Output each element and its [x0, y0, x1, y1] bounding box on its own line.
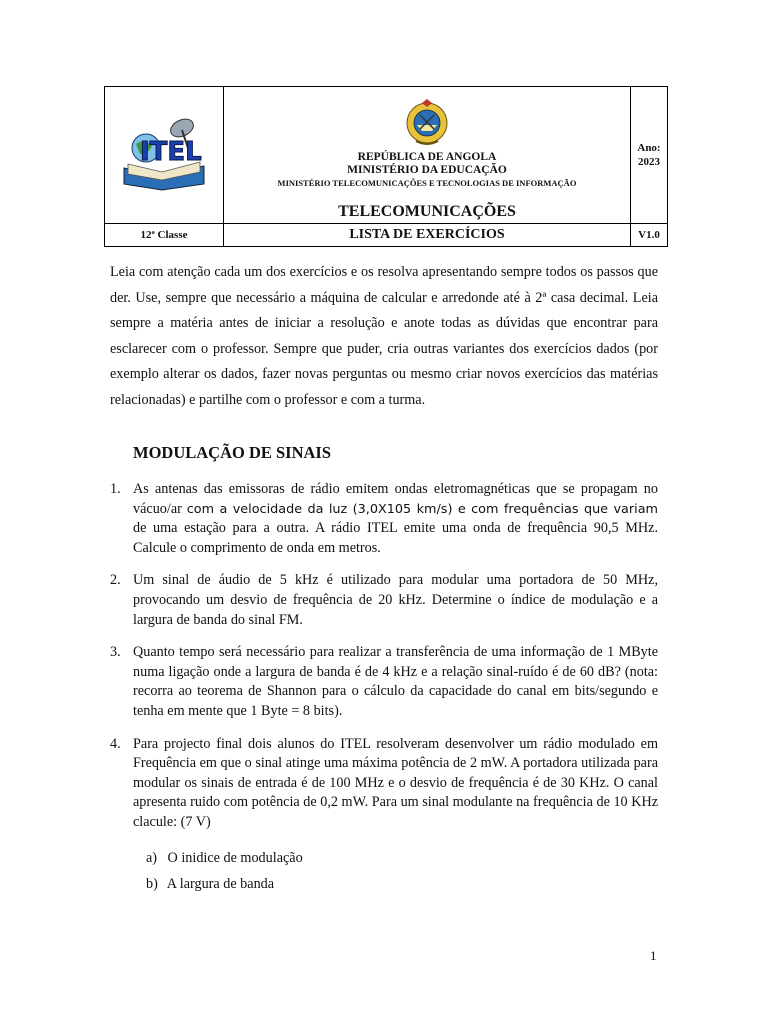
page-number: 1: [650, 948, 657, 963]
logo-cell: [105, 87, 224, 224]
sub-question-letter: a): [146, 850, 158, 866]
sub-question-list: [146, 846, 303, 897]
year-label: Ano:: [637, 142, 661, 154]
exercise-text: As antenas das emissoras de rádio emitem ondas eletromagnéticas que se propagam no vácuo/ar: [133, 481, 658, 517]
ministry-telecom-line: MINISTÉRIO TELECOMUNICAÇÕES E TECNOLOGIAS DE INFORMAÇÃO: [277, 178, 577, 188]
sub-question: [146, 872, 303, 898]
itel-logo: [118, 114, 210, 192]
exercise-list: [110, 480, 658, 833]
sub-question-text: A largura de banda: [166, 875, 275, 892]
exercise-number: 3.: [110, 644, 121, 661]
exercise-item: [110, 643, 658, 721]
exercise-item: [110, 735, 658, 833]
exercise-item: [110, 480, 658, 558]
intro-paragraph: Leia com atenção cada um dos exercícios e os resolva apresentando sempre todos os passos que der. Use, sempre que necessário a máquina de calcular e arredonde até à 2ª casa decimal. Leia sempre a matéria antes de iniciar a resolução e anote todas as dúvidas que encontrar para esclarecer com o professor. Sempre que puder, cria outras variantes dos exercícios dados (por exemplo alterar os dados, fazer novas perguntas ou mesmo criar novos exercícios das matérias relacionadas) e partilhe com o professor e com a turma.: [110, 264, 658, 408]
exercise-text: de uma estação para a outra. A rádio ITEL emite uma onda de frequência 90,5 MHz. Calcule o comprimento de onda em metros.: [133, 520, 658, 556]
year-value: 2023: [638, 156, 660, 168]
sub-question: [146, 846, 303, 872]
doc-title: LISTA DE EXERCÍCIOS: [224, 224, 631, 247]
exercise-text: Quanto tempo será necessário para realizar a transferência de uma informação de 1 MByte numa ligação onde a largura de banda é de 4 kHz e a relação sinal-ruído é de 60 dB? (nota: recorra ao teorema de Shannon para o cálculo da capacidade do canal em bits/segundo e tenha em mente que 1 Byte = 8 bits).: [133, 644, 658, 719]
exercise-number: 1.: [110, 481, 121, 497]
header-table: [104, 86, 668, 247]
header-center-cell: [224, 87, 631, 224]
republic-line: REPÚBLICA DE ANGOLA: [357, 151, 497, 163]
logo-text: ITEL: [140, 136, 202, 167]
version-label: V1.0: [631, 224, 668, 247]
angola-emblem-icon: [402, 97, 452, 147]
class-cell: 12ª Classe: [105, 224, 224, 247]
telecom-title: TELECOMUNICAÇÕES: [338, 203, 516, 220]
year-cell: [631, 87, 668, 224]
sub-question-letter: b): [146, 875, 158, 892]
exercise-text-highlight: com a velocidade da luz (3,0X105 km/s) e com frequências que variam: [186, 501, 659, 517]
ministry-education-line: MINISTÉRIO DA EDUCAÇÃO: [347, 164, 507, 176]
sub-question-text: O inidice de modulação: [167, 850, 303, 866]
exercise-number: 4.: [110, 735, 121, 752]
exercise-text: Um sinal de áudio de 5 kHz é utilizado para modular uma portadora de 50 MHz, provocando um desvio de frequência de 20 kHz. Determine o índice de modulação e a largura de banda do sinal FM.: [133, 572, 658, 628]
exercise-number: 2.: [110, 572, 121, 589]
section-title: MODULAÇÃO DE SINAIS: [133, 443, 332, 462]
exercise-item: [110, 571, 658, 630]
exercise-text: Para projecto final dois alunos do ITEL resolveram desenvolver um rádio modulado em Frequência em que o sinal atinge uma máxima potência de 2 mW. A portadora utilizada para modular os sinais de entrada é de 100 MHz e o desvio de frequência é de 30 KHz. O canal apresenta ruido com potência de 0,2 mW. Para um sinal modulante na frequência de 10 KHz clacule: (7 V): [133, 735, 658, 830]
